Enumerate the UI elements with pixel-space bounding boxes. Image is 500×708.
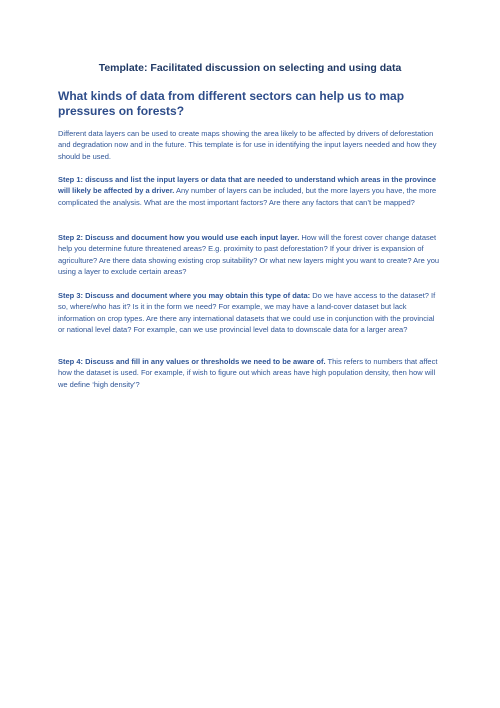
step-4-lead: Step 4: Discuss and fill in any values or thresholds we need to be aware of. [58, 357, 326, 366]
step-1-lead: Step 1: discuss and list the input layers or data that are needed to understand which areas in the province will likely be affected by a driver. [58, 175, 437, 196]
step-3-lead: Step 3: Discuss and document where you may obtain this type of data: [58, 291, 311, 300]
section-heading: What kinds of data from different sectors can help us to map pressures on forests? [58, 89, 405, 118]
step-1-paragraph [58, 174, 443, 208]
step-3-body: Do we have access to the dataset? If so, where/who has it? Is it in the form we need? For example, we may have a land-cover dataset but lack information on crop types. Are there any international datasets that we could use in conjunction with the provincial or national level data? For example, can we use provincial level data to downscale data for a larger area? [58, 291, 436, 334]
step-2-body: How will the forest cover change dataset help you determine future threatened areas? E.g. proximity to past deforestation? If your driver is expansion of agriculture? Are there data showing existing crop suitability? Or what new layers might you want to create? Are you using a layer to exclude certain areas? [58, 233, 440, 276]
step-2-lead: Step 2: Discuss and document how you would use each input layer. [58, 233, 300, 242]
document-title: Template: Facilitated discussion on selecting and using data [98, 62, 402, 74]
step-3-paragraph [58, 290, 443, 335]
step-1-body: Any number of layers can be included, but the more layers you have, the more complicated the analysis. What are the most important factors? Are there any factors that can’t be mapped? [58, 186, 437, 207]
step-4-paragraph [58, 356, 443, 390]
step-4-body: This refers to numbers that affect how the dataset is used. For example, if wish to figure out which areas have high population density, then how will we define ‘high density’? [58, 357, 438, 389]
step-2-paragraph [58, 232, 443, 277]
intro-paragraph: Different data layers can be used to create maps showing the area likely to be affected by drivers of deforestation and degradation now and in the future. This template is for use in identifying the input layers needed and how they should be used. [58, 129, 437, 161]
